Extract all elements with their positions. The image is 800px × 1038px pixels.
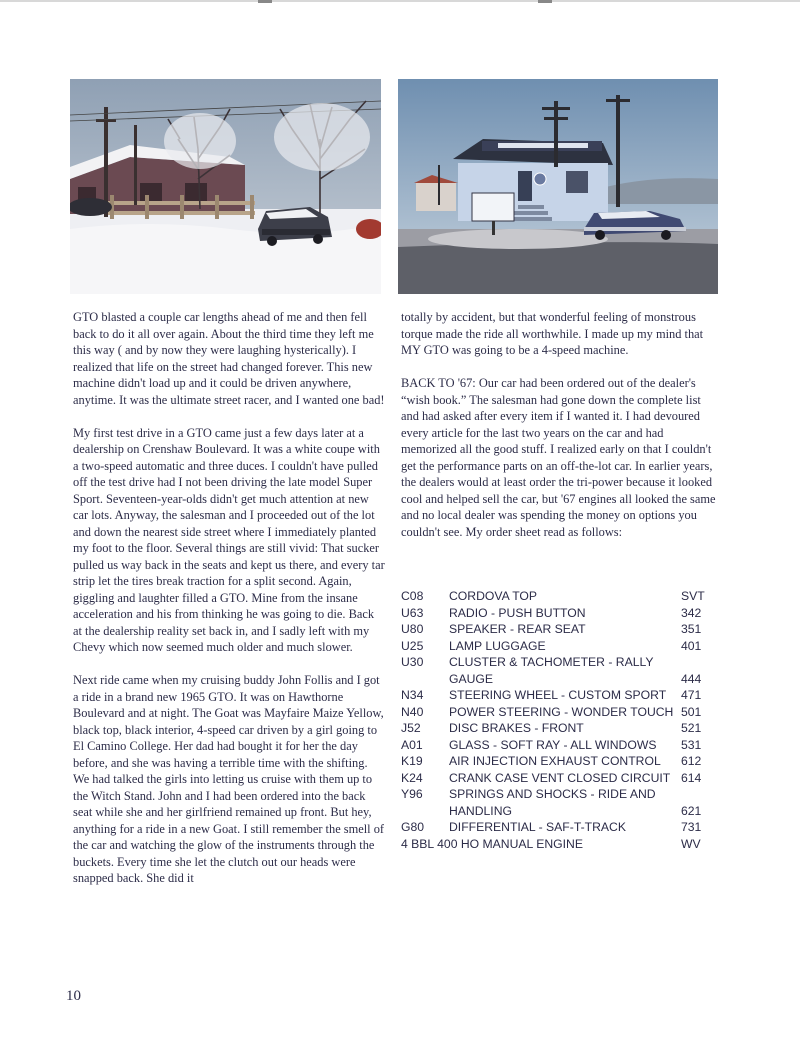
store-building-photo: [398, 79, 718, 294]
left-text-column: [73, 309, 385, 903]
paragraph: Next ride came when my cruising buddy John Follis and I got a ride in a brand new 1965 GTO. It was on Hawthorne Boulevard and at night. The Goat was Mayfaire Maize Yellow, black top, black interior, 4-speed car driven by a girl going to El Camino College. Her dad had bought it for her the day before, and she was having a terrible time with the shifting. We had talked the girls into letting us cruise with them up to the Witch Stand. John and I had been ordered into the back seat while she and her girlfriend remained up front. But hey, anything for a ride in a new Goat. I still remember the smell of the car and watching the glow of the instruments through the buckets. Every time she let the clutch out our heads were snapped back. She did it: [73, 673, 385, 885]
paragraph: My first test drive in a GTO came just a few days later at a dealership on Crenshaw Boulevard. It was a white coupe with a two-speed automatic and three duces. I couldn't have pulled off the test drive had I not been driving the late model Super Sport. Seventeen-year-olds didn't get much attention at new car lots. Anyway, the salesman and I proceeded out of the lot and down the nearest side street where I immediately planted my foot to the floor. Several things are still vivid: That sucker pulled us way back in the seats and kept us there, and every tar strip let the tires break traction for a split second. Again, giggling and laughter filled a GTO. Mine from the insane acceleration and his from thinking he was going to die. Back at the dealership reality set back in, and I sadly left with my Chevy which now seemed much older and much slower.: [73, 425, 385, 654]
order-sheet-item: [401, 605, 717, 622]
order-sheet-item: [401, 753, 717, 770]
option-number: 614: [681, 770, 702, 785]
option-description: DISC BRAKES - FRONT: [449, 721, 584, 735]
option-code: N40: [401, 704, 424, 719]
option-code: A01: [401, 737, 423, 752]
option-number: 612: [681, 754, 702, 768]
option-code: K19: [401, 754, 423, 768]
option-code: U30: [401, 655, 424, 669]
order-sheet-item: [401, 654, 717, 687]
order-sheet-item: [401, 621, 717, 638]
option-code: C08: [401, 589, 424, 603]
option-number: 621: [681, 803, 702, 818]
option-description: GLASS - SOFT RAY - ALL WINDOWS: [449, 737, 657, 752]
option-number: 531: [681, 737, 702, 752]
option-description: POWER STEERING - WONDER TOUCH: [449, 704, 674, 719]
option-code: U63: [401, 605, 424, 620]
option-description: AIR INJECTION EXHAUST CONTROL: [449, 754, 661, 768]
paragraph: BACK TO '67: Our car had been ordered out of the dealer's “wish book.” The salesman had gone down the complete list and had asked after every item if I wanted it. I had devoured every article for the last two years on the car and had memorized all the good stuff. I realized early on that I couldn't get the performance parts on an off-the-lot car. In earlier years, the dealers would at least order the tri-power because it looked cool and helped sell the car, but '67 engines all looked the same and no local dealer was spending the money on options you couldn't see. My order sheet read as follows:: [401, 376, 716, 539]
order-sheet-list: [401, 588, 717, 852]
order-sheet-item: [401, 704, 717, 721]
order-sheet-item: [401, 720, 717, 737]
option-description: LAMP LUGGAGE: [449, 638, 546, 653]
order-sheet-item: [401, 770, 717, 787]
order-sheet-item: [401, 819, 717, 836]
option-number: 731: [681, 820, 702, 834]
right-text-column: [401, 309, 717, 557]
option-code: J52: [401, 721, 421, 735]
rule-tick: [258, 0, 272, 3]
option-code: Y96: [401, 787, 423, 801]
option-number: 521: [681, 721, 702, 735]
option-number: 471: [681, 688, 702, 702]
page-number: 10: [66, 988, 81, 1004]
option-code: G80: [401, 820, 425, 834]
option-description: DIFFERENTIAL - SAF-T-TRACK: [449, 820, 626, 834]
order-sheet-item: [401, 737, 717, 754]
option-number: WV: [681, 836, 701, 851]
option-code: U80: [401, 622, 424, 636]
rule-tick: [538, 0, 552, 3]
option-number: SVT: [681, 589, 705, 603]
option-number: 401: [681, 638, 702, 653]
order-sheet-item: [401, 836, 717, 853]
order-sheet-item: [401, 687, 717, 704]
order-sheet-item: [401, 786, 717, 819]
option-number: 444: [681, 671, 702, 686]
option-description: CLUSTER & TACHOMETER - RALLY GAUGE: [449, 655, 654, 686]
option-code: K24: [401, 770, 423, 785]
snow-house-photo: [70, 79, 381, 294]
option-code: N34: [401, 688, 424, 702]
option-description: SPEAKER - REAR SEAT: [449, 622, 586, 636]
top-rule: [0, 0, 800, 2]
option-description: SPRINGS AND SHOCKS - RIDE AND HANDLING: [449, 787, 656, 818]
option-description: STEERING WHEEL - CUSTOM SPORT: [449, 688, 667, 702]
option-number: 351: [681, 622, 702, 636]
option-description: RADIO - PUSH BUTTON: [449, 605, 586, 620]
option-description: 4 BBL 400 HO MANUAL ENGINE: [401, 836, 583, 851]
paragraph: totally by accident, but that wonderful feeling of monstrous torque made the ride all worthwhile. I made up my mind that MY GTO was going to be a 4-speed machine.: [401, 310, 704, 357]
option-number: 342: [681, 605, 702, 620]
order-sheet-item: [401, 638, 717, 655]
option-description: CORDOVA TOP: [449, 589, 538, 603]
paragraph: GTO blasted a couple car lengths ahead of me and then fell back to do it all over again. About the third time they left me this way ( and by now they were laughing hysterically). I realized that life on the street had changed forever. This new machine didn't load up and it could be driven anywhere, anytime. It was the ultimate street racer, and I wanted one bad!: [73, 310, 385, 407]
option-number: 501: [681, 704, 702, 719]
option-description: CRANK CASE VENT CLOSED CIRCUIT: [449, 770, 671, 785]
option-code: U25: [401, 638, 424, 653]
order-sheet-item: [401, 588, 717, 605]
